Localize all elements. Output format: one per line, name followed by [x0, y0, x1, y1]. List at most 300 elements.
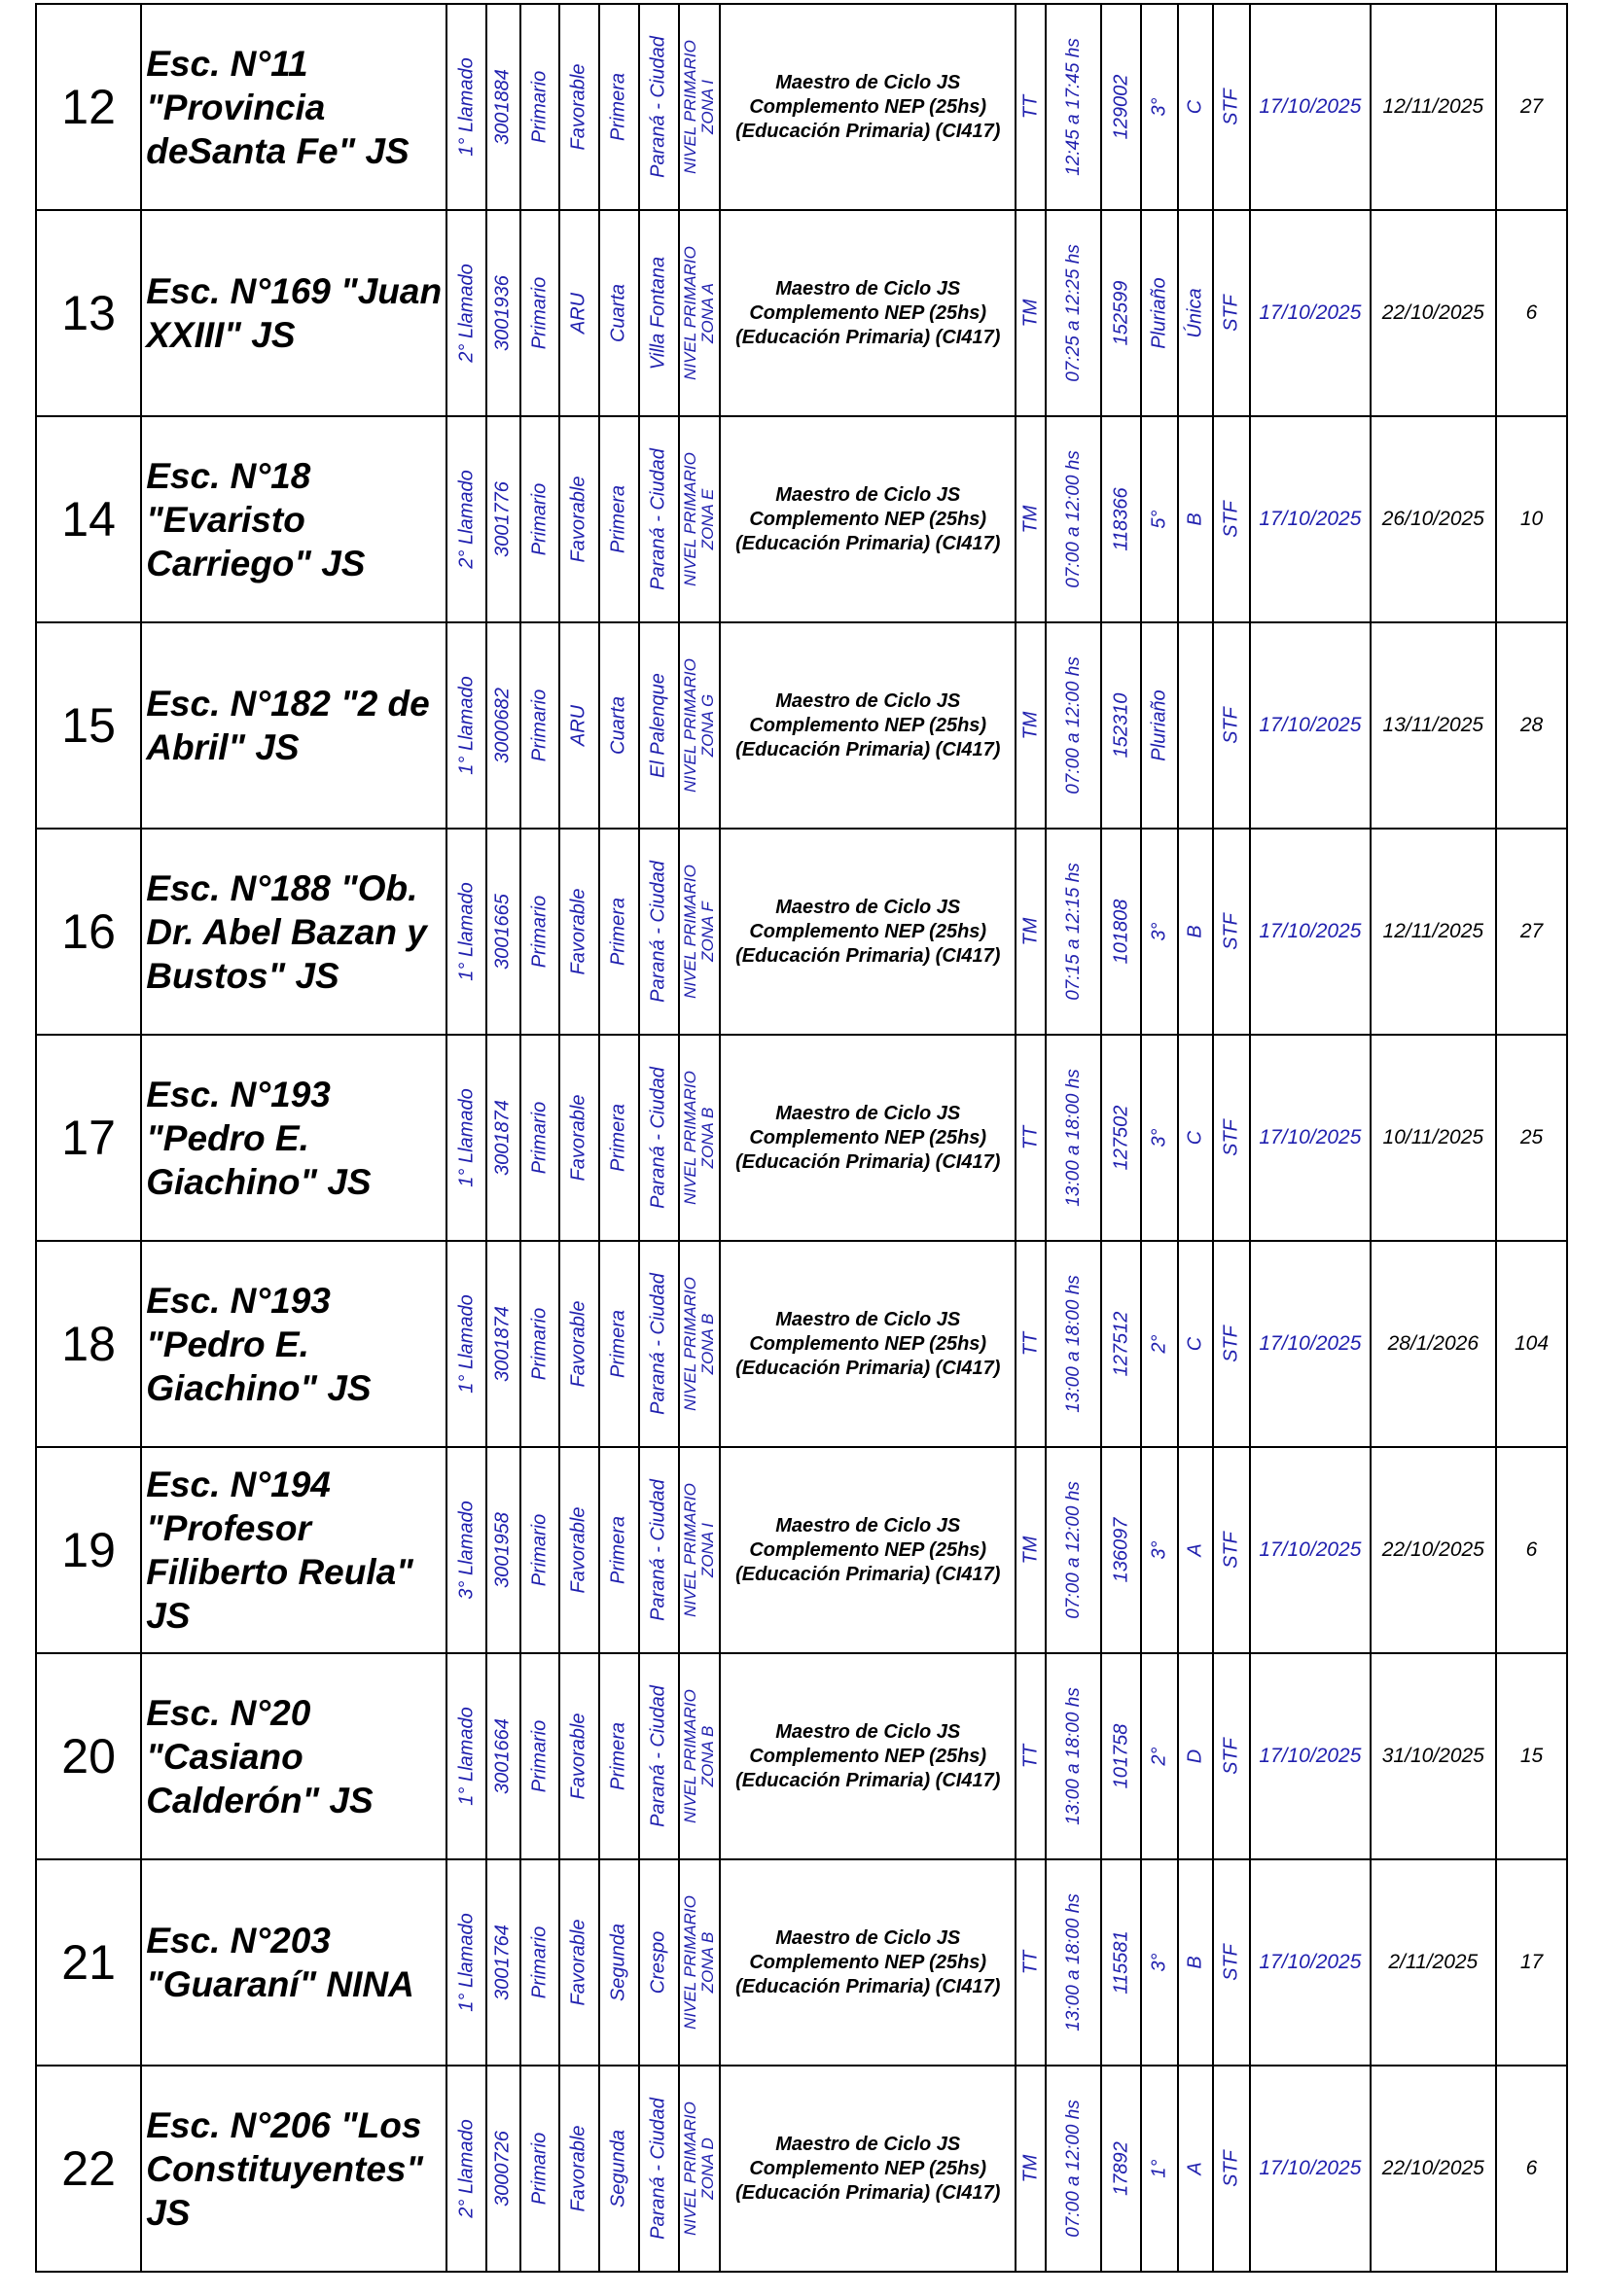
seccion-cell	[1178, 210, 1212, 416]
seccion-text: C	[1184, 1336, 1206, 1352]
turno-text: TM	[1019, 299, 1042, 328]
vacancies-table	[35, 3, 1568, 2273]
llamado-cell	[446, 1241, 486, 1447]
nivel-text: Primario	[528, 1513, 551, 1587]
seccion-text: A	[1184, 1543, 1206, 1557]
situacion-cell	[1213, 622, 1250, 829]
zona-tipo-text: Favorable	[567, 1713, 589, 1800]
fecha-hasta-cell: 22/10/2025	[1371, 1447, 1496, 1653]
cargo-cell: Maestro de Ciclo JS Complemento NEP (25hs) (Educación Primaria) (CI417)	[720, 4, 1016, 210]
horario-cell	[1046, 210, 1102, 416]
categoria-cell	[599, 1035, 639, 1241]
supervision-line-2: ZONA A	[697, 282, 717, 344]
horario-cell	[1046, 1653, 1102, 1859]
categoria-text: Primera	[607, 72, 629, 142]
categoria-text: Primera	[607, 1103, 629, 1173]
grado-cell	[1141, 829, 1178, 1035]
supervision-cell	[679, 416, 720, 622]
dias-cell: 27	[1496, 4, 1567, 210]
seccion-cell	[1178, 1241, 1212, 1447]
horario-text: 07:15 a 12:15 hs	[1062, 863, 1084, 1001]
grado-cell	[1141, 1035, 1178, 1241]
code-text: 3001665	[491, 894, 514, 970]
horario-text: 07:00 a 12:00 hs	[1062, 656, 1084, 795]
horario-text: 13:00 a 18:00 hs	[1062, 1687, 1084, 1825]
supervision-line-2: ZONA E	[697, 488, 717, 550]
categoria-text: Primera	[607, 484, 629, 554]
categoria-cell	[599, 4, 639, 210]
turno-cell	[1016, 210, 1045, 416]
grado-cell	[1141, 1653, 1178, 1859]
situacion-cell	[1213, 1859, 1250, 2066]
categoria-cell	[599, 622, 639, 829]
zona-tipo-text: Favorable	[567, 1094, 589, 1182]
turno-cell	[1016, 1859, 1045, 2066]
nro-cell	[1101, 1653, 1140, 1859]
cargo-cell: Maestro de Ciclo JS Complemento NEP (25hs) (Educación Primaria) (CI417)	[720, 1859, 1016, 2066]
code-text: 3001776	[491, 481, 514, 557]
supervision-text	[682, 1277, 717, 1411]
supervision-cell	[679, 210, 720, 416]
horario-cell	[1046, 622, 1102, 829]
code-cell	[486, 622, 519, 829]
school-name: Esc. N°206 "Los Constituyentes" JS	[141, 2066, 446, 2272]
turno-cell	[1016, 1035, 1045, 1241]
supervision-line-1: NIVEL PRIMARIO	[680, 452, 699, 586]
dias-cell: 28	[1496, 622, 1567, 829]
categoria-text: Primera	[607, 897, 629, 967]
code-cell	[486, 829, 519, 1035]
turno-text: TM	[1019, 2154, 1042, 2183]
seccion-cell	[1178, 2066, 1212, 2272]
supervision-cell	[679, 4, 720, 210]
zona-tipo-cell	[559, 829, 598, 1035]
fecha-desde-cell: 17/10/2025	[1250, 210, 1370, 416]
grado-cell	[1141, 1241, 1178, 1447]
localidad-text: Paraná - Ciudad	[647, 861, 669, 1003]
zona-tipo-cell	[559, 622, 598, 829]
categoria-cell	[599, 1447, 639, 1653]
row-number: 21	[36, 1859, 141, 2066]
localidad-text: Paraná - Ciudad	[647, 36, 669, 178]
categoria-cell	[599, 1653, 639, 1859]
nivel-cell	[520, 4, 559, 210]
nro-text: 127512	[1110, 1311, 1132, 1377]
seccion-text: C	[1184, 1130, 1206, 1146]
code-cell	[486, 1859, 519, 2066]
supervision-line-2: ZONA D	[697, 2137, 717, 2200]
fecha-desde-cell: 17/10/2025	[1250, 416, 1370, 622]
turno-text: TT	[1019, 1331, 1042, 1357]
dias-cell: 104	[1496, 1241, 1567, 1447]
localidad-cell	[639, 622, 678, 829]
seccion-text: C	[1184, 99, 1206, 115]
fecha-hasta-cell: 2/11/2025	[1371, 1859, 1496, 2066]
supervision-text	[682, 1895, 717, 2030]
dias-cell: 27	[1496, 829, 1567, 1035]
categoria-text: Primera	[607, 1721, 629, 1791]
turno-cell	[1016, 1241, 1045, 1447]
fecha-desde-cell: 17/10/2025	[1250, 1035, 1370, 1241]
supervision-line-2: ZONA B	[697, 1107, 717, 1169]
categoria-text: Cuarta	[607, 283, 629, 343]
localidad-text: Paraná - Ciudad	[647, 448, 669, 590]
turno-cell	[1016, 416, 1045, 622]
seccion-cell	[1178, 1035, 1212, 1241]
zona-tipo-cell	[559, 1241, 598, 1447]
code-text: 3001874	[491, 1306, 514, 1382]
horario-text: 12:45 a 17:45 hs	[1062, 38, 1084, 176]
llamado-cell	[446, 1653, 486, 1859]
localidad-cell	[639, 1653, 678, 1859]
turno-text: TM	[1019, 711, 1042, 740]
categoria-text: Segunda	[607, 1923, 629, 2002]
nro-cell	[1101, 622, 1140, 829]
dias-cell: 6	[1496, 210, 1567, 416]
horario-text: 13:00 a 18:00 hs	[1062, 1069, 1084, 1207]
supervision-line-2: ZONA B	[697, 1725, 717, 1787]
zona-tipo-text: Favorable	[567, 1300, 589, 1388]
grado-cell	[1141, 416, 1178, 622]
nivel-text: Primario	[528, 70, 551, 144]
supervision-cell	[679, 829, 720, 1035]
supervision-line-1: NIVEL PRIMARIO	[680, 865, 699, 999]
supervision-cell	[679, 2066, 720, 2272]
school-name: Esc. N°169 "Juan XXIII" JS	[141, 210, 446, 416]
llamado-text: 2° Llamado	[455, 470, 478, 569]
horario-text: 07:25 a 12:25 hs	[1062, 244, 1084, 382]
localidad-text: Paraná - Ciudad	[647, 1685, 669, 1827]
nro-text: 136097	[1110, 1517, 1132, 1583]
seccion-text: B	[1184, 925, 1206, 938]
table-row	[36, 4, 1567, 210]
row-number: 18	[36, 1241, 141, 1447]
grado-text: Pluriaño	[1148, 277, 1170, 349]
llamado-text: 3° Llamado	[455, 1501, 478, 1600]
localidad-cell	[639, 2066, 678, 2272]
seccion-cell	[1178, 4, 1212, 210]
supervision-line-1: NIVEL PRIMARIO	[680, 2102, 699, 2236]
grado-text: 2°	[1148, 1334, 1170, 1354]
code-cell	[486, 4, 519, 210]
situacion-text: STF	[1220, 1532, 1242, 1569]
llamado-text: 2° Llamado	[455, 2119, 478, 2218]
turno-cell	[1016, 4, 1045, 210]
grado-text: 3°	[1148, 1953, 1170, 1972]
school-name: Esc. N°193 "Pedro E. Giachino" JS	[141, 1035, 446, 1241]
nivel-cell	[520, 622, 559, 829]
grado-text: 3°	[1148, 97, 1170, 117]
grado-text: 5°	[1148, 510, 1170, 529]
horario-cell	[1046, 1241, 1102, 1447]
situacion-cell	[1213, 210, 1250, 416]
supervision-text	[682, 865, 717, 999]
zona-tipo-cell	[559, 1447, 598, 1653]
turno-text: TT	[1019, 1744, 1042, 1769]
nivel-cell	[520, 1035, 559, 1241]
llamado-text: 2° Llamado	[455, 264, 478, 363]
nro-cell	[1101, 829, 1140, 1035]
categoria-text: Primera	[607, 1515, 629, 1585]
grado-cell	[1141, 4, 1178, 210]
table-row	[36, 1447, 1567, 1653]
zona-tipo-cell	[559, 2066, 598, 2272]
horario-cell	[1046, 2066, 1102, 2272]
turno-cell	[1016, 622, 1045, 829]
fecha-hasta-cell: 26/10/2025	[1371, 416, 1496, 622]
llamado-cell	[446, 416, 486, 622]
zona-tipo-text: Favorable	[567, 1506, 589, 1594]
code-text: 3001764	[491, 1925, 514, 2000]
zona-tipo-text: ARU	[567, 292, 589, 335]
zona-tipo-cell	[559, 210, 598, 416]
turno-cell	[1016, 1653, 1045, 1859]
school-name: Esc. N°193 "Pedro E. Giachino" JS	[141, 1241, 446, 1447]
cargo-cell: Maestro de Ciclo JS Complemento NEP (25hs) (Educación Primaria) (CI417)	[720, 416, 1016, 622]
seccion-cell	[1178, 1447, 1212, 1653]
school-name: Esc. N°194 "Profesor Filiberto Reula" JS	[141, 1447, 446, 1653]
nivel-cell	[520, 1241, 559, 1447]
zona-tipo-cell	[559, 416, 598, 622]
localidad-cell	[639, 1035, 678, 1241]
table-row	[36, 1241, 1567, 1447]
supervision-line-1: NIVEL PRIMARIO	[680, 1483, 699, 1617]
horario-text: 13:00 a 18:00 hs	[1062, 1275, 1084, 1413]
school-name: Esc. N°18 "Evaristo Carriego" JS	[141, 416, 446, 622]
nro-text: 118366	[1110, 487, 1132, 551]
zona-tipo-cell	[559, 1859, 598, 2066]
localidad-cell	[639, 1447, 678, 1653]
row-number: 19	[36, 1447, 141, 1653]
turno-text: TT	[1019, 94, 1042, 120]
situacion-cell	[1213, 2066, 1250, 2272]
school-name: Esc. N°188 "Ob. Dr. Abel Bazan y Bustos" JS	[141, 829, 446, 1035]
nivel-text: Primario	[528, 1719, 551, 1793]
supervision-text	[682, 40, 717, 174]
nivel-cell	[520, 416, 559, 622]
supervision-line-2: ZONA I	[697, 79, 717, 135]
situacion-cell	[1213, 416, 1250, 622]
row-number: 17	[36, 1035, 141, 1241]
turno-text: TT	[1019, 1950, 1042, 1975]
llamado-text: 1° Llamado	[455, 882, 478, 981]
zona-tipo-cell	[559, 1035, 598, 1241]
supervision-cell	[679, 1447, 720, 1653]
table-row	[36, 1859, 1567, 2066]
nivel-cell	[520, 829, 559, 1035]
llamado-text: 1° Llamado	[455, 1088, 478, 1187]
zona-tipo-text: Favorable	[567, 476, 589, 563]
llamado-cell	[446, 210, 486, 416]
nro-cell	[1101, 1859, 1140, 2066]
situacion-cell	[1213, 4, 1250, 210]
turno-cell	[1016, 2066, 1045, 2272]
horario-text: 13:00 a 18:00 hs	[1062, 1893, 1084, 2031]
localidad-text: Paraná - Ciudad	[647, 1273, 669, 1415]
localidad-cell	[639, 1241, 678, 1447]
seccion-cell	[1178, 829, 1212, 1035]
grado-text: 3°	[1148, 1128, 1170, 1148]
supervision-line-1: NIVEL PRIMARIO	[680, 1277, 699, 1411]
grado-text: 2°	[1148, 1747, 1170, 1766]
supervision-line-1: NIVEL PRIMARIO	[680, 40, 699, 174]
cargo-cell: Maestro de Ciclo JS Complemento NEP (25hs) (Educación Primaria) (CI417)	[720, 210, 1016, 416]
turno-cell	[1016, 1447, 1045, 1653]
nro-cell	[1101, 1241, 1140, 1447]
fecha-hasta-cell: 22/10/2025	[1371, 210, 1496, 416]
localidad-text: Villa Fontana	[647, 256, 669, 371]
school-name: Esc. N°20 "Casiano Calderón" JS	[141, 1653, 446, 1859]
code-cell	[486, 1241, 519, 1447]
zona-tipo-text: Favorable	[567, 2125, 589, 2212]
horario-cell	[1046, 4, 1102, 210]
zona-tipo-text: Favorable	[567, 888, 589, 975]
turno-text: TM	[1019, 917, 1042, 946]
llamado-cell	[446, 1859, 486, 2066]
row-number: 16	[36, 829, 141, 1035]
situacion-text: STF	[1220, 295, 1242, 332]
turno-text: TM	[1019, 1536, 1042, 1565]
zona-tipo-cell	[559, 4, 598, 210]
table-row	[36, 210, 1567, 416]
dias-cell: 15	[1496, 1653, 1567, 1859]
code-text: 3001958	[491, 1512, 514, 1588]
nivel-text: Primario	[528, 276, 551, 350]
grado-cell	[1141, 622, 1178, 829]
row-number: 13	[36, 210, 141, 416]
grado-text: Pluriaño	[1148, 689, 1170, 761]
supervision-text	[682, 1071, 717, 1205]
table-row	[36, 1653, 1567, 1859]
fecha-hasta-cell: 31/10/2025	[1371, 1653, 1496, 1859]
horario-cell	[1046, 416, 1102, 622]
fecha-hasta-cell: 13/11/2025	[1371, 622, 1496, 829]
cargo-cell: Maestro de Ciclo JS Complemento NEP (25hs) (Educación Primaria) (CI417)	[720, 1241, 1016, 1447]
nivel-text: Primario	[528, 2132, 551, 2206]
localidad-cell	[639, 4, 678, 210]
table-row	[36, 622, 1567, 829]
nro-text: 101808	[1110, 899, 1132, 965]
row-number: 20	[36, 1653, 141, 1859]
cargo-cell: Maestro de Ciclo JS Complemento NEP (25hs) (Educación Primaria) (CI417)	[720, 1653, 1016, 1859]
cargo-cell: Maestro de Ciclo JS Complemento NEP (25hs) (Educación Primaria) (CI417)	[720, 829, 1016, 1035]
seccion-cell	[1178, 1859, 1212, 2066]
localidad-text: Paraná - Ciudad	[647, 1479, 669, 1621]
nivel-cell	[520, 1447, 559, 1653]
code-text: 3001884	[491, 69, 514, 145]
nivel-text: Primario	[528, 1101, 551, 1175]
row-number: 12	[36, 4, 141, 210]
supervision-line-2: ZONA B	[697, 1313, 717, 1375]
code-cell	[486, 210, 519, 416]
situacion-cell	[1213, 1653, 1250, 1859]
nivel-text: Primario	[528, 482, 551, 556]
school-name: Esc. N°11 "Provincia deSanta Fe" JS	[141, 4, 446, 210]
nivel-text: Primario	[528, 689, 551, 762]
supervision-line-2: ZONA I	[697, 1522, 717, 1578]
seccion-text: B	[1184, 1956, 1206, 1969]
horario-cell	[1046, 1035, 1102, 1241]
grado-text: 3°	[1148, 922, 1170, 941]
llamado-cell	[446, 1035, 486, 1241]
dias-cell: 10	[1496, 416, 1567, 622]
situacion-text: STF	[1220, 1119, 1242, 1156]
nivel-text: Primario	[528, 1925, 551, 1999]
dias-cell: 25	[1496, 1035, 1567, 1241]
fecha-hasta-cell: 22/10/2025	[1371, 2066, 1496, 2272]
fecha-hasta-cell: 28/1/2026	[1371, 1241, 1496, 1447]
nivel-cell	[520, 1859, 559, 2066]
seccion-cell	[1178, 1653, 1212, 1859]
nro-text: 127502	[1110, 1105, 1132, 1171]
categoria-text: Primera	[607, 1309, 629, 1379]
seccion-text: D	[1184, 1748, 1206, 1764]
situacion-text: STF	[1220, 1325, 1242, 1362]
nivel-text: Primario	[528, 895, 551, 969]
supervision-line-2: ZONA F	[697, 901, 717, 962]
dias-cell: 6	[1496, 2066, 1567, 2272]
localidad-cell	[639, 829, 678, 1035]
row-number: 14	[36, 416, 141, 622]
cargo-cell: Maestro de Ciclo JS Complemento NEP (25hs) (Educación Primaria) (CI417)	[720, 1447, 1016, 1653]
supervision-line-1: NIVEL PRIMARIO	[680, 1071, 699, 1205]
localidad-text: Paraná - Ciudad	[647, 1067, 669, 1209]
fecha-desde-cell: 17/10/2025	[1250, 1241, 1370, 1447]
supervision-line-2: ZONA B	[697, 1931, 717, 1994]
cargo-cell: Maestro de Ciclo JS Complemento NEP (25hs) (Educación Primaria) (CI417)	[720, 622, 1016, 829]
supervision-cell	[679, 1035, 720, 1241]
table-row	[36, 829, 1567, 1035]
grado-cell	[1141, 1447, 1178, 1653]
fecha-hasta-cell: 10/11/2025	[1371, 1035, 1496, 1241]
dias-cell: 17	[1496, 1859, 1567, 2066]
grado-cell	[1141, 2066, 1178, 2272]
code-cell	[486, 1447, 519, 1653]
supervision-cell	[679, 1859, 720, 2066]
categoria-cell	[599, 829, 639, 1035]
situacion-cell	[1213, 1035, 1250, 1241]
zona-tipo-text: ARU	[567, 704, 589, 747]
supervision-text	[682, 246, 717, 380]
llamado-text: 1° Llamado	[455, 1913, 478, 2012]
fecha-desde-cell: 17/10/2025	[1250, 1447, 1370, 1653]
supervision-text	[682, 2102, 717, 2236]
supervision-line-2: ZONA G	[697, 693, 717, 758]
situacion-text: STF	[1220, 2150, 1242, 2187]
supervision-cell	[679, 1653, 720, 1859]
code-text: 3000682	[491, 688, 514, 763]
localidad-cell	[639, 1859, 678, 2066]
categoria-cell	[599, 1859, 639, 2066]
supervision-text	[682, 1689, 717, 1823]
seccion-cell	[1178, 622, 1212, 829]
fecha-desde-cell: 17/10/2025	[1250, 1859, 1370, 2066]
nro-cell	[1101, 416, 1140, 622]
zona-tipo-text: Favorable	[567, 63, 589, 151]
localidad-text: El Palenque	[647, 673, 669, 778]
localidad-text: Crespo	[647, 1930, 669, 1995]
supervision-cell	[679, 622, 720, 829]
code-cell	[486, 416, 519, 622]
situacion-text: STF	[1220, 501, 1242, 538]
situacion-text: STF	[1220, 88, 1242, 125]
nivel-cell	[520, 210, 559, 416]
supervision-cell	[679, 1241, 720, 1447]
table-row	[36, 2066, 1567, 2272]
grado-text: 1°	[1148, 2159, 1170, 2178]
nro-text: 129002	[1110, 74, 1132, 140]
nro-cell	[1101, 2066, 1140, 2272]
